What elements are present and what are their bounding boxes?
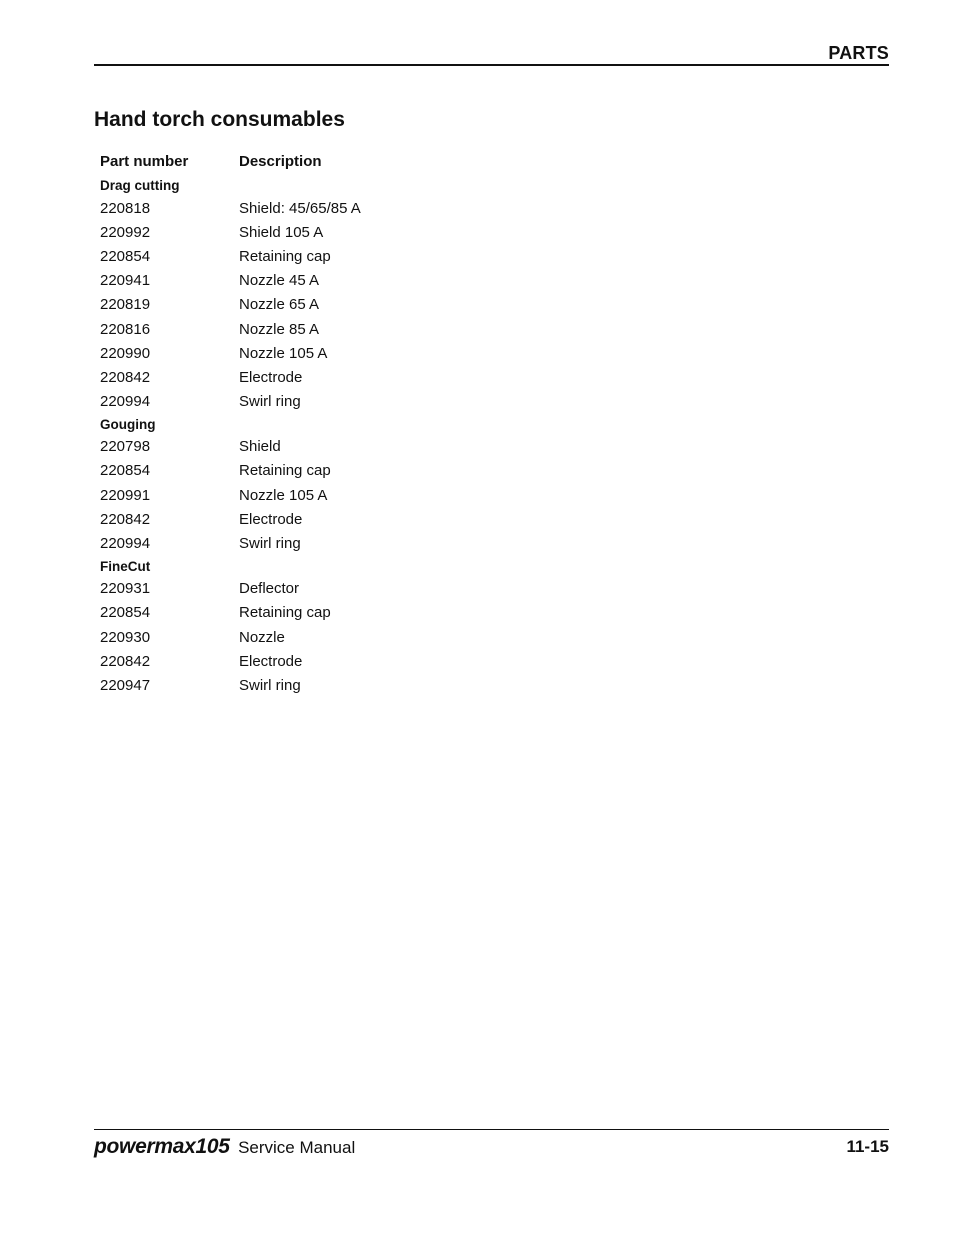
- table-row: [100, 196, 361, 220]
- part-number-cell: 220930: [100, 628, 151, 646]
- table-row: [100, 317, 361, 341]
- part-number-cell: 220819: [100, 296, 151, 314]
- description-cell: Retaining cap: [239, 462, 331, 480]
- part-number-cell: 220994: [100, 393, 151, 411]
- header-rule: [94, 64, 889, 66]
- part-number-cell: 220941: [100, 272, 151, 290]
- manual-label: Service Manual: [238, 1138, 356, 1157]
- description-cell: Nozzle 105 A: [239, 486, 328, 504]
- table-row: [100, 601, 361, 625]
- part-number-cell: 220992: [100, 223, 151, 241]
- table-row: [100, 220, 361, 244]
- parts-table-body: [100, 175, 361, 698]
- part-number-cell: 220842: [100, 368, 151, 386]
- part-number-cell: 220990: [100, 344, 151, 362]
- table-row: [100, 365, 361, 389]
- table-row: [100, 293, 361, 317]
- table-row: [100, 390, 361, 414]
- description-cell: Electrode: [239, 368, 303, 386]
- description-cell: Shield: [239, 438, 281, 456]
- description-cell: Retaining cap: [239, 604, 331, 622]
- part-number-cell: 220842: [100, 510, 151, 528]
- part-number-cell: 220816: [100, 320, 151, 338]
- brand-logo: powermax105: [94, 1135, 230, 1158]
- description-cell: Electrode: [239, 510, 303, 528]
- table-row: [100, 649, 361, 673]
- table-row: [100, 507, 361, 531]
- description-cell: Nozzle 85 A: [239, 320, 320, 338]
- page-title: Hand torch consumables: [94, 108, 345, 131]
- table-row: [100, 673, 361, 697]
- part-number-cell: 220991: [100, 486, 151, 504]
- table-row: [100, 244, 361, 268]
- description-cell: Retaining cap: [239, 247, 331, 265]
- description-cell: Shield: 45/65/85 A: [239, 199, 361, 217]
- page-number: 11-15: [846, 1137, 889, 1156]
- part-number-cell: 220854: [100, 604, 151, 622]
- part-number-cell: 220931: [100, 580, 151, 598]
- description-cell: Nozzle: [239, 628, 285, 646]
- column-header-part-number: Part number: [100, 153, 189, 170]
- table-row: [100, 435, 361, 459]
- part-number-cell: 220842: [100, 652, 151, 670]
- part-number-cell: 220818: [100, 199, 151, 217]
- part-number-cell: 220798: [100, 438, 151, 456]
- description-cell: Shield 105 A: [239, 223, 324, 241]
- description-cell: Swirl ring: [239, 676, 301, 694]
- description-cell: Swirl ring: [239, 535, 301, 553]
- footer-rule: [94, 1129, 889, 1130]
- part-number-cell: 220947: [100, 676, 151, 694]
- table-row: [100, 531, 361, 555]
- description-cell: Deflector: [239, 580, 300, 598]
- description-cell: Nozzle 45 A: [239, 272, 320, 290]
- column-header-description: Description: [239, 153, 322, 170]
- group-label: Drag cutting: [100, 178, 180, 193]
- part-number-cell: 220854: [100, 247, 151, 265]
- description-cell: Swirl ring: [239, 393, 301, 411]
- part-number-cell: 220994: [100, 535, 151, 553]
- table-row: [100, 625, 361, 649]
- parts-table: [100, 148, 361, 698]
- footer-brand: [94, 1135, 355, 1159]
- group-header-row: [100, 556, 361, 577]
- group-label: FineCut: [100, 558, 151, 574]
- description-cell: Nozzle 105 A: [239, 344, 328, 362]
- group-header-row: [100, 414, 361, 435]
- group-header-row: [100, 175, 361, 196]
- part-number-cell: 220854: [100, 462, 151, 480]
- table-row: [100, 577, 361, 601]
- group-label: Gouging: [100, 416, 156, 432]
- description-cell: Electrode: [239, 652, 303, 670]
- table-header-row: [100, 148, 361, 175]
- table-row: [100, 459, 361, 483]
- description-cell: Nozzle 65 A: [239, 296, 320, 314]
- table-row: [100, 483, 361, 507]
- table-row: [100, 341, 361, 365]
- table-row: [100, 269, 361, 293]
- section-header: PARTS: [828, 43, 889, 63]
